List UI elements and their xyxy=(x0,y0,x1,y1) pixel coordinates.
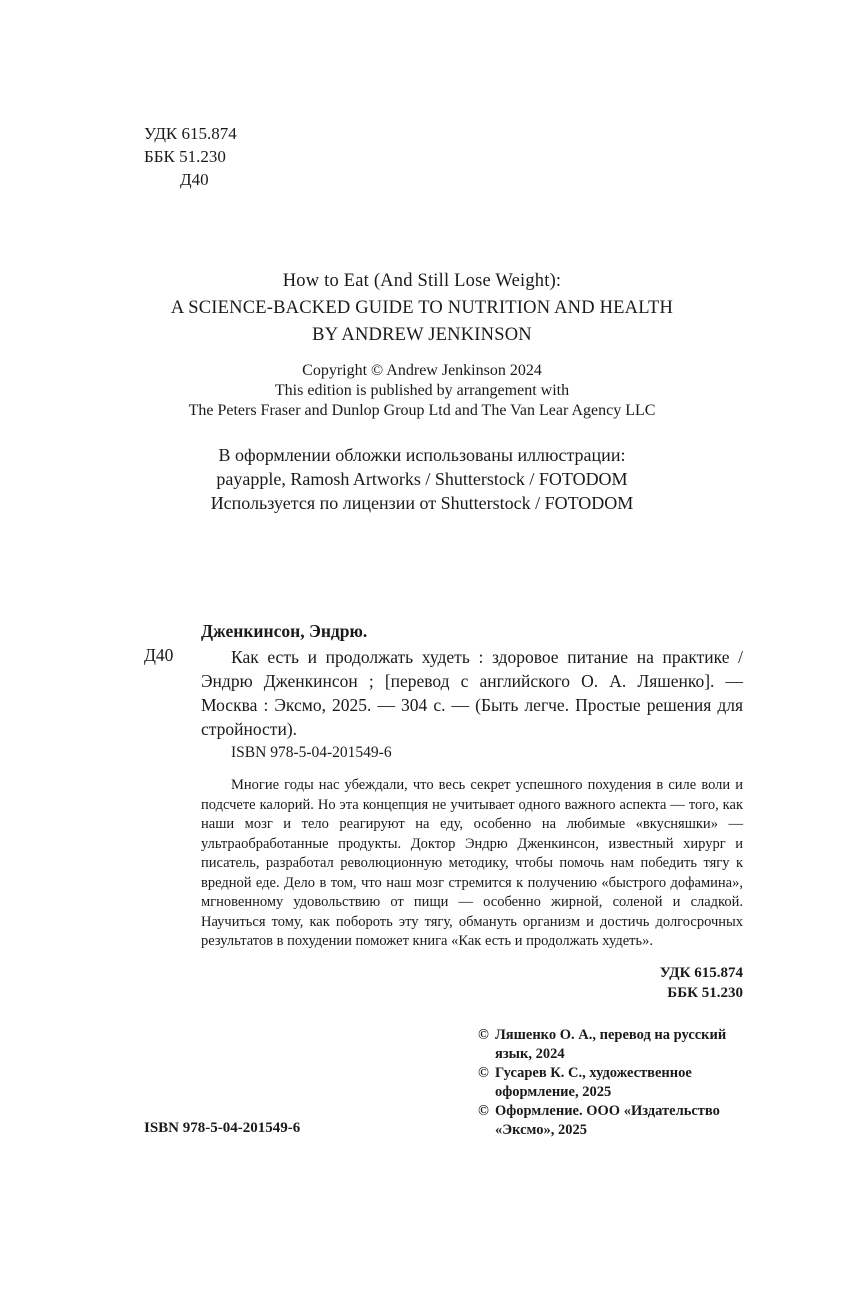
copyright-line-1: Copyright © Andrew Jenkinson 2024 xyxy=(302,362,542,379)
udk-code: УДК 615.874 xyxy=(144,124,237,143)
copyright-text: Ляшенко О. А., перевод на русский язык, 2024 xyxy=(495,1027,727,1062)
copyright-line-2: This edition is published by arrangement with xyxy=(274,382,570,399)
original-title-block xyxy=(0,268,844,349)
bibliography-author: Дженкинсон, Эндрю. xyxy=(201,621,368,641)
illustration-credit-line-2: payapple, Ramosh Artworks / Shutterstock / FOTODOM xyxy=(216,469,628,489)
copyright-symbol: © xyxy=(478,1103,489,1119)
bbk-code-right: ББК 51.230 xyxy=(667,985,743,1001)
copyright-item xyxy=(478,1064,748,1102)
isbn-bottom: ISBN 978-5-04-201549-6 xyxy=(144,1120,301,1136)
original-title-line-2: A SCIENCE-BACKED GUIDE TO NUTRITION AND HEALTH xyxy=(170,298,674,318)
illustration-credit-line-3: Используется по лицензии от Shutterstock / FOTODOM xyxy=(210,493,634,513)
original-title-line-3: BY ANDREW JENKINSON xyxy=(312,325,532,345)
classification-right-block xyxy=(600,963,743,1003)
book-annotation: Многие годы нас убеждали, что весь секрет успешного похудения в силе воли и подсчете калорий. Но эта концепция не учитывает одного важного аспекта — того, как наши мозг и тело реагируют на еду, особенно на любимые «вкусняшки» — ультраобработанные продукты. Доктор Эндрю Дженкинсон, известный хирург и писатель, разработал революционную методику, чтобы помочь нам победить тягу к вредной еде. Дело в том, что наш мозг стремится к получению «быстрого дофамина», мгновенному удовольствию от пищи — особенно жирной, соленой и сладкой. Научиться тому, как побороть эту тягу, обмануть организм и достичь долгосрочных результатов в похудении поможет книга «Как есть и продолжать худеть». xyxy=(201,777,743,949)
classification-block xyxy=(144,122,237,191)
bibliography-description: Как есть и продолжать худеть : здоровое питание на практике / Эндрю Дженкинсон ; [перевод с английского О. А. Ляшенко]. — Москва : Эксмо, 2025. — 304 с. — (Быть легче. Простые решения для стройности). xyxy=(201,647,743,739)
original-title-line-1: How to Eat (And Still Lose Weight): xyxy=(282,271,562,291)
bibliography-code: Д40 xyxy=(144,645,174,665)
copyright-text: Оформление. ООО «Издательство «Эксмо», 2025 xyxy=(495,1103,720,1138)
copyright-symbol: © xyxy=(478,1027,489,1043)
illustration-credits xyxy=(0,443,844,515)
copyright-item xyxy=(478,1102,748,1140)
author-mark-code: Д40 xyxy=(180,170,209,189)
copyright-list xyxy=(478,1026,748,1140)
udk-code-right: УДК 615.874 xyxy=(659,965,743,981)
copyright-symbol: © xyxy=(478,1065,489,1081)
copyright-notice xyxy=(0,361,844,421)
bbk-code: ББК 51.230 xyxy=(144,147,226,166)
copyright-item xyxy=(478,1026,748,1064)
illustration-credit-line-1: В оформлении обложки использованы иллюстрации: xyxy=(218,445,626,465)
copyright-line-3: The Peters Fraser and Dunlop Group Ltd and The Van Lear Agency LLC xyxy=(188,402,656,419)
bibliography-isbn: ISBN 978-5-04-201549-6 xyxy=(231,744,392,761)
copyright-text: Гусарев К. С., художественное оформление, 2025 xyxy=(495,1065,692,1100)
